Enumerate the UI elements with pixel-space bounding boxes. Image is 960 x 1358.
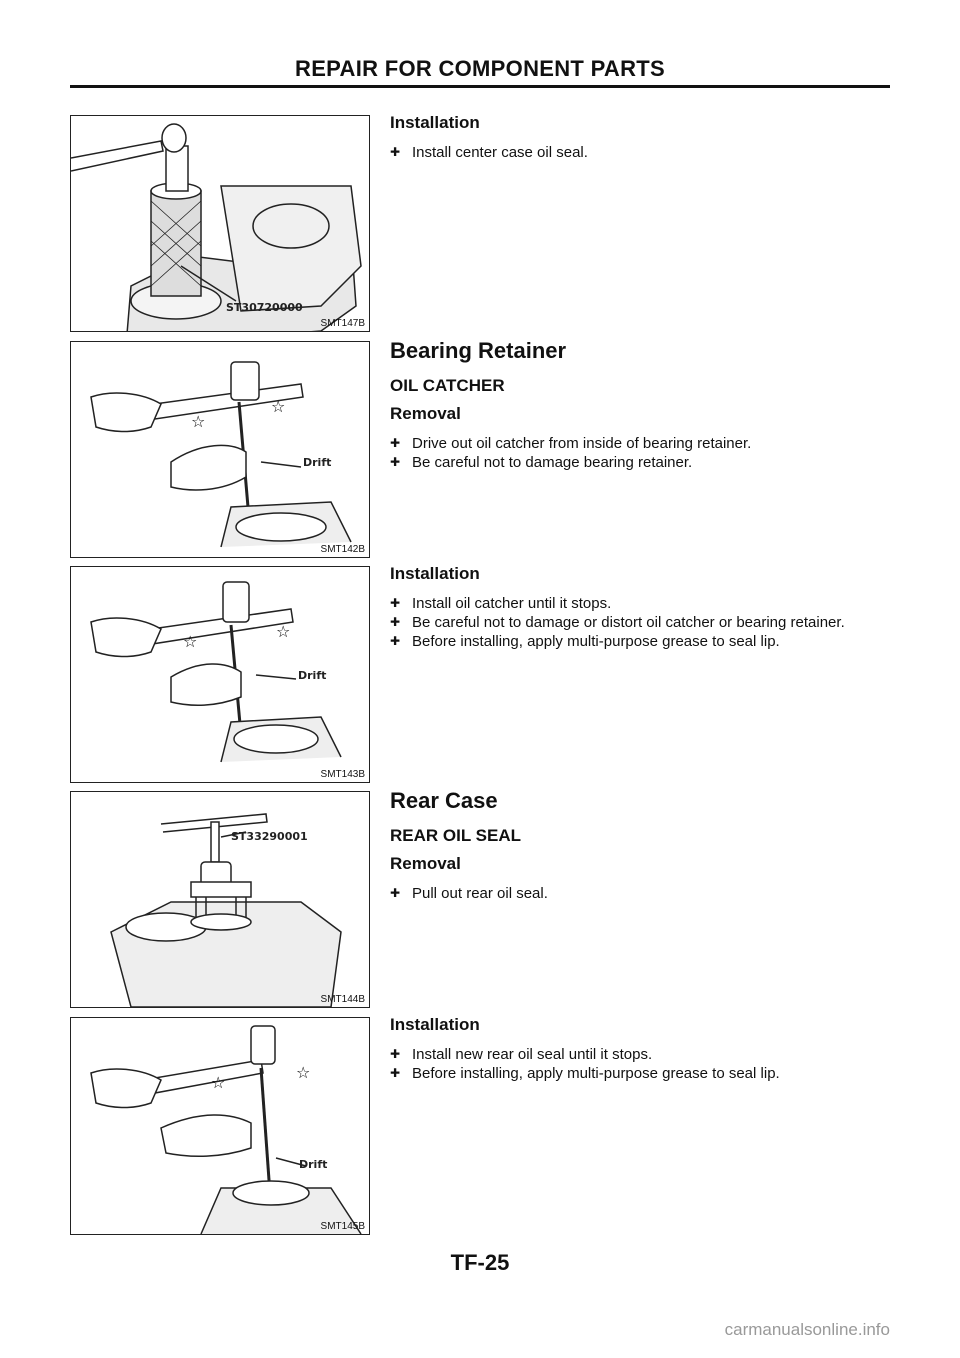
illustration-drift-installing-seal — [71, 116, 369, 331]
figure-4-code: SMT144B — [320, 994, 365, 1005]
sparkle-icon: ☆ — [183, 634, 198, 651]
section-bearing-retainer — [390, 338, 890, 472]
sparkle-icon: ☆ — [211, 1075, 226, 1092]
list-item: ✚ Before installing, apply multi-purpose grease to seal lip. — [390, 1064, 890, 1083]
section-heading: Rear Case — [390, 788, 498, 813]
illustration-drift-removing-catcher — [71, 342, 369, 557]
figure-2-code: SMT142B — [320, 544, 365, 555]
figure-rear-oil-seal-installation — [70, 1017, 370, 1235]
list-item: ✚ Drive out oil catcher from inside of bearing retainer. — [390, 434, 890, 453]
subheading-installation: Installation — [390, 564, 480, 583]
subheading-installation: Installation — [390, 1015, 480, 1034]
bullet-list — [390, 884, 890, 903]
sparkle-icon: ☆ — [296, 1065, 311, 1082]
figure-2-tool-label: Drift — [303, 456, 332, 469]
illustration-puller-removing-seal — [71, 792, 369, 1007]
list-item: ✚ Install oil catcher until it stops. — [390, 594, 890, 613]
figure-5-code: SMT145B — [320, 1221, 365, 1232]
bullet-list — [390, 434, 890, 472]
subheading-removal: Removal — [390, 404, 461, 423]
page-header-title: REPAIR FOR COMPONENT PARTS — [295, 56, 665, 81]
subheading-installation: Installation — [390, 113, 480, 132]
figure-rear-oil-seal-removal — [70, 791, 370, 1008]
section-rear-case — [390, 788, 890, 903]
subheading-rear-oil-seal: REAR OIL SEAL — [390, 826, 521, 845]
sparkle-icon: ☆ — [191, 414, 206, 431]
sparkle-icon: ☆ — [276, 624, 291, 641]
figure-center-case-oil-seal — [70, 115, 370, 332]
list-item: ✚ Pull out rear oil seal. — [390, 884, 890, 903]
list-item: ✚ Install center case oil seal. — [390, 143, 890, 162]
figure-1-tool-label: ST30720000 — [226, 301, 303, 314]
figure-1-code: SMT147B — [320, 318, 365, 329]
footer-watermark: carmanualsonline.info — [724, 1320, 890, 1339]
section-heading: Bearing Retainer — [390, 338, 567, 363]
illustration-drift-installing-rear-seal — [71, 1018, 369, 1234]
figure-oil-catcher-installation — [70, 566, 370, 783]
figure-5-tool-label: Drift — [299, 1158, 328, 1171]
section-rear-oil-seal-installation — [390, 1015, 890, 1083]
list-item: ✚ Before installing, apply multi-purpose grease to seal lip. — [390, 632, 890, 651]
figure-4-tool-label: ST33290001 — [231, 830, 308, 843]
illustration-drift-installing-catcher — [71, 567, 369, 782]
list-item: ✚ Be careful not to damage or distort oil catcher or bearing retainer. — [390, 613, 890, 632]
figure-3-tool-label: Drift — [298, 669, 327, 682]
sparkle-icon: ☆ — [271, 399, 286, 416]
subheading-oil-catcher: OIL CATCHER — [390, 376, 505, 395]
bullet-list — [390, 1045, 890, 1083]
bullet-list — [390, 594, 890, 651]
figure-3-code: SMT143B — [320, 769, 365, 780]
section-center-case-installation — [390, 113, 890, 162]
subheading-removal: Removal — [390, 854, 461, 873]
list-item: ✚ Install new rear oil seal until it stops. — [390, 1045, 890, 1064]
list-item: ✚ Be careful not to damage bearing retainer. — [390, 453, 890, 472]
page-number: TF-25 — [450, 1250, 510, 1275]
section-oil-catcher-installation — [390, 564, 890, 651]
bullet-list — [390, 143, 890, 162]
header-rule — [70, 85, 890, 88]
figure-oil-catcher-removal — [70, 341, 370, 558]
